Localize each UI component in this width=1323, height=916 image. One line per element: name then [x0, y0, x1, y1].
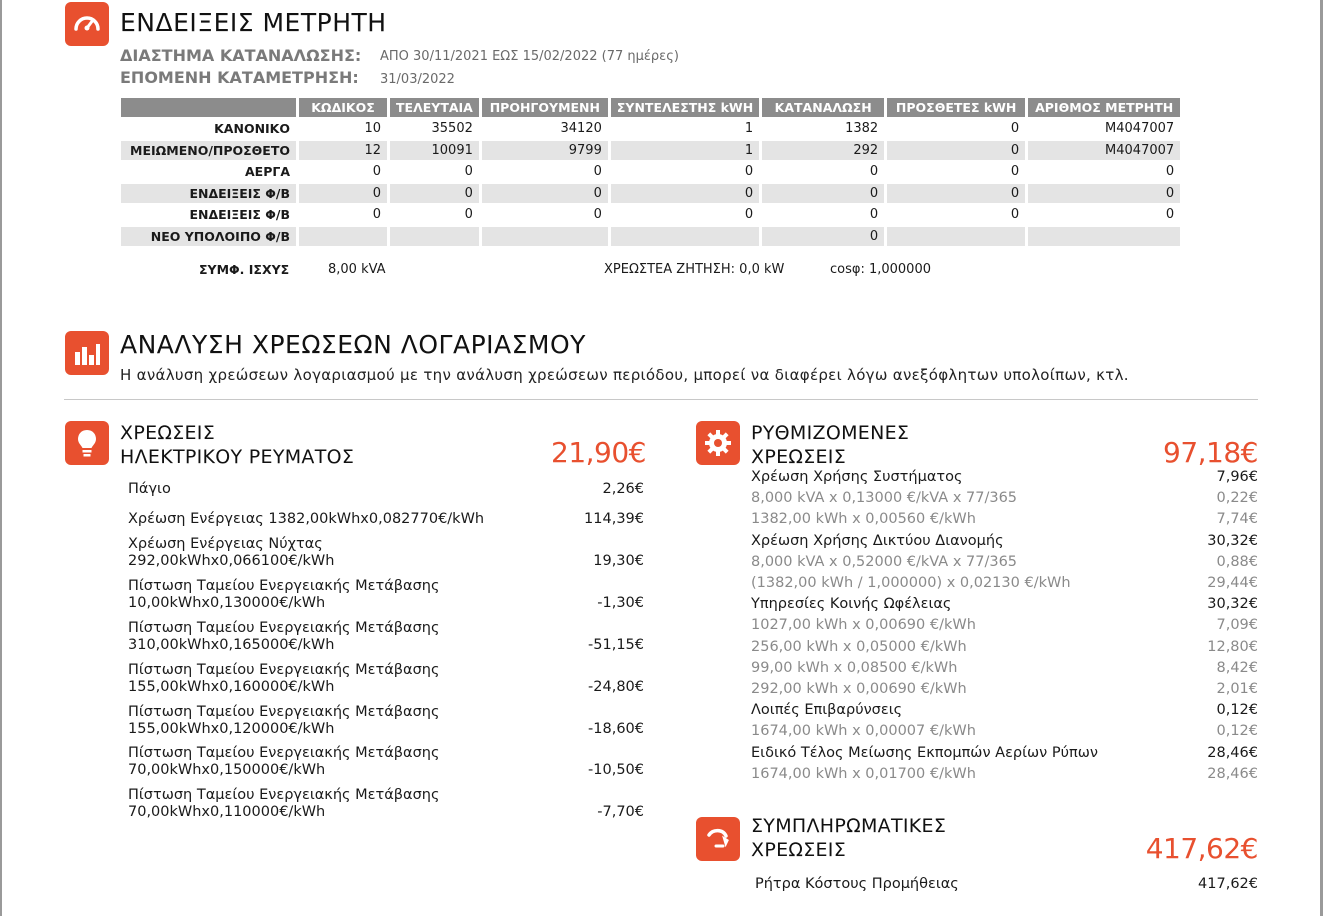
- regulated-item-amount: 0,12€: [1216, 702, 1258, 719]
- power-charge-item-amount: 2,26€: [602, 481, 644, 497]
- regulated-subitem-label: 8,000 kVA x 0,13000 €/kVA x 77/365: [751, 490, 1018, 507]
- meter-readings-table: [118, 96, 1183, 248]
- power-charge-item-line1: Πίστωση Ταμείου Ενεργειακής Μετάβασης: [128, 620, 440, 636]
- cell: 0: [762, 227, 884, 247]
- regulated-subitem-label: 8,000 kVA x 0,52000 €/kVA x 77/365: [751, 553, 1018, 570]
- table-row: [121, 119, 1180, 139]
- regulated-subitem-amount: 2,01€: [1216, 681, 1258, 697]
- period-label: ΔΙΑΣΤΗΜΑ ΚΑΤΑΝΑΛΩΣΗΣ:: [120, 46, 362, 65]
- power-charge-item-line1: Πίστωση Ταμείου Ενεργειακής Μετάβασης: [128, 578, 440, 594]
- regulated-subitem-label: 256,00 kWh x 0,05000 €/kWh: [751, 638, 967, 655]
- table-row: [121, 205, 1180, 225]
- power-charge-item-label: [128, 511, 484, 528]
- power-charge-item-line1: Πίστωση Ταμείου Ενεργειακής Μετάβασης: [128, 787, 440, 803]
- power-charge-item-line1: Πάγιο: [128, 481, 171, 497]
- power-charge-item-amount: -24,80€: [588, 679, 644, 695]
- power-charge-item-amount: -1,30€: [597, 595, 644, 611]
- regulated-subitem-amount: 0,22€: [1216, 490, 1258, 507]
- regulated-item-label: Υπηρεσίες Κοινής Ωφέλειας: [751, 596, 952, 613]
- row-label: ΕΝΔΕΙΞΕΙΣ Φ/Β: [189, 207, 290, 223]
- supplementary-title-line1: ΣΥΜΠΛΗΡΩΜΑΤΙΚΕΣ: [751, 815, 947, 837]
- regulated-subitem-amount: 0,88€: [1216, 553, 1258, 570]
- regulated-subitem-amount: 8,42€: [1216, 659, 1258, 676]
- regulated-subitem-amount: 29,44€: [1207, 575, 1258, 591]
- table-header-row: [121, 98, 1180, 117]
- power-charge-item-line2: 70,00kWhx0,110000€/kWh: [128, 804, 326, 820]
- cell: 0: [1165, 164, 1175, 180]
- regulated-total: 97,18€: [1163, 436, 1258, 469]
- cell: 0: [299, 184, 387, 204]
- gear-icon: [696, 421, 740, 465]
- cell: 0: [869, 164, 879, 180]
- page-border-left: [0, 0, 2, 916]
- power-charges-title-line2: ΗΛΕΚΤΡΙΚΟΥ ΡΕΥΜΑΤΟΣ: [120, 446, 355, 468]
- header-cell: ΠΡΟΣΘΕΤΕΣ kWH: [887, 98, 1025, 117]
- regulated-subitem-amount: 28,46€: [1207, 765, 1258, 782]
- power-charge-item-line2: 155,00kWhx0,160000€/kWh: [128, 679, 335, 695]
- regulated-subitem-label: 1382,00 kWh x 0,00560 €/kWh: [751, 511, 976, 528]
- header-cell: [121, 98, 296, 117]
- regulated-subitem-amount: 7,09€: [1216, 617, 1258, 634]
- power-charge-item-line1: Πίστωση Ταμείου Ενεργειακής Μετάβασης: [128, 704, 440, 720]
- supplementary-total: 417,62€: [1145, 832, 1258, 865]
- next-reading-value: 31/03/2022: [380, 72, 455, 87]
- power-charge-item-line2: 70,00kWhx0,150000€/kWh: [128, 762, 326, 778]
- row-label: ΚΑΝΟΝΙΚΟ: [214, 121, 290, 137]
- table-row: [121, 184, 1180, 204]
- cell: M4047007: [1028, 141, 1180, 161]
- analysis-title: ΑΝΑΛΥΣΗ ΧΡΕΩΣΕΩΝ ΛΟΓΑΡΙΑΣΜΟΥ: [120, 330, 586, 359]
- regulated-item-amount: 7,96€: [1216, 469, 1258, 485]
- power-charge-item-label: [128, 787, 440, 821]
- regulated-subitem-label: 1027,00 kWh x 0,00690 €/kWh: [751, 617, 976, 634]
- power-charge-item-line1: Χρέωση Ενέργειας 1382,00kWhx0,082770€/kWh: [128, 511, 485, 527]
- power-charge-item-label: [128, 745, 440, 779]
- cell: 0: [1028, 184, 1180, 204]
- power-charge-item-line1: Πίστωση Ταμείου Ενεργειακής Μετάβασης: [128, 662, 440, 678]
- power-charge-item-label: [128, 662, 440, 696]
- regulated-item-label: Χρέωση Χρήσης Δικτύου Διανομής: [751, 532, 1004, 549]
- lightbulb-icon: [65, 421, 109, 465]
- row-label: ΑΕΡΓΑ: [244, 164, 290, 180]
- section-divider: [64, 399, 1258, 400]
- cell: 0: [744, 164, 754, 180]
- next-reading-label: ΕΠΟΜΕΝΗ ΚΑΤΑΜΕΤΡΗΣΗ:: [120, 68, 359, 87]
- cell: M4047007: [1105, 121, 1175, 137]
- cell: 9799: [482, 141, 608, 161]
- regulated-item-label: Λοιπές Επιβαρύνσεις: [751, 702, 903, 719]
- cell: 10091: [390, 141, 479, 161]
- cell: 34120: [560, 121, 602, 137]
- cell: [390, 227, 479, 247]
- power-charge-item-amount: -10,50€: [588, 762, 644, 778]
- cell: 0: [464, 207, 473, 223]
- cell: 10: [364, 121, 381, 137]
- header-cell: ΑΡΙΘΜΟΣ ΜΕΤΡΗΤΗ: [1028, 98, 1180, 117]
- table-row: [121, 162, 1180, 182]
- bar-chart-icon: [65, 331, 109, 375]
- row-label: ΕΝΔΕΙΞΕΙΣ Φ/Β: [121, 184, 296, 204]
- regulated-subitem-label: 292,00 kWh x 0,00690 €/kWh: [751, 681, 967, 697]
- power-charge-item-amount: 19,30€: [593, 553, 644, 569]
- supplementary-item-label: Ρήτρα Κόστους Προμήθειας: [755, 876, 959, 892]
- cell: [887, 227, 1025, 247]
- arrow-curve-icon: [696, 817, 740, 861]
- cell: 35502: [431, 121, 473, 137]
- cell: 0: [1010, 121, 1020, 137]
- header-cell: ΣΥΝΤΕΛΕΣΤΗΣ kWH: [611, 98, 759, 117]
- cell: 0: [593, 164, 602, 180]
- power-charge-item-label: [128, 536, 334, 570]
- regulated-subitem-label: 99,00 kWh x 0,08500 €/kWh: [751, 659, 958, 676]
- period-value: ΑΠΟ 30/11/2021 ΕΩΣ 15/02/2022 (77 ημέρες): [380, 49, 679, 64]
- power-charge-item-amount: -18,60€: [588, 721, 644, 737]
- power-charge-item-line1: Πίστωση Ταμείου Ενεργειακής Μετάβασης: [128, 745, 440, 761]
- cosphi-value: cosφ: 1,000000: [830, 262, 931, 277]
- regulated-title: [751, 421, 909, 469]
- power-charges-title: [120, 421, 354, 469]
- power-charge-item-label: [128, 578, 440, 612]
- regulated-subitem-label: (1382,00 kWh / 1,000000) x 0,02130 €/kWh: [751, 575, 1071, 591]
- header-cell: ΤΕΛΕΥΤΑΙΑ: [390, 98, 479, 117]
- cell: 0: [1010, 207, 1020, 223]
- cell: 0: [464, 164, 473, 180]
- regulated-subitem-amount: 7,74€: [1216, 511, 1258, 528]
- regulated-subitem-label: 1674,00 kWh x 0,01700 €/kWh: [751, 765, 976, 782]
- gauge-icon: [65, 2, 109, 46]
- cell: [1028, 227, 1180, 247]
- cell: 0: [390, 184, 479, 204]
- regulated-subitem-label: 1674,00 kWh x 0,00007 €/kWh: [751, 723, 976, 740]
- cell: 0: [762, 184, 884, 204]
- regulated-item-label: Ειδικό Τέλος Μείωσης Εκπομπών Αερίων Ρύπων: [751, 744, 1098, 761]
- regulated-subitem-amount: 0,12€: [1216, 723, 1258, 740]
- cell: 0: [887, 184, 1025, 204]
- power-charge-item-amount: -7,70€: [597, 804, 644, 820]
- cell: [611, 227, 759, 247]
- cell: 0: [593, 207, 602, 223]
- regulated-subitem-amount: 12,80€: [1207, 638, 1258, 655]
- table-row: [121, 141, 1180, 161]
- regulated-title-line1: ΡΥΘΜΙΖΟΜΕΝΕΣ: [751, 422, 910, 444]
- cell: 292: [762, 141, 884, 161]
- regulated-item-amount: 30,32€: [1207, 532, 1258, 549]
- cell: 0: [372, 164, 381, 180]
- cell: 1: [744, 121, 754, 137]
- cell: 1382: [845, 121, 879, 137]
- header-cell: ΠΡΟΗΓΟΥΜΕΝΗ: [482, 98, 608, 117]
- power-charge-item-label: [128, 620, 440, 654]
- supplementary-item-amount: 417,62€: [1198, 876, 1258, 892]
- cell: 0: [744, 207, 754, 223]
- row-label: ΝΕΟ ΥΠΟΛΟΙΠΟ Φ/Β: [121, 227, 296, 247]
- cell: 0: [1165, 207, 1175, 223]
- power-charge-item-label: [128, 704, 440, 738]
- contract-power-label: ΣΥΜΦ. ΙΣΧΥΣ: [199, 262, 290, 277]
- regulated-item-label: Χρέωση Χρήσης Συστήματος: [751, 469, 963, 485]
- contract-power-value: 8,00 kVA: [328, 262, 386, 277]
- cell: 0: [887, 141, 1025, 161]
- cell: 0: [869, 207, 879, 223]
- power-charges-title-line1: ΧΡΕΩΣΕΙΣ: [120, 422, 216, 444]
- table-row: [121, 227, 1180, 247]
- power-charge-item-line1: Χρέωση Ενέργειας Νύχτας: [128, 536, 323, 552]
- power-charge-item-label: [128, 481, 171, 498]
- power-charge-item-line2: 292,00kWhx0,066100€/kWh: [128, 553, 335, 569]
- cell: 1: [611, 141, 759, 161]
- cell: [482, 227, 608, 247]
- cell: [299, 227, 387, 247]
- cell: 12: [299, 141, 387, 161]
- regulated-item-amount: 30,32€: [1207, 596, 1258, 613]
- cell: 0: [482, 184, 608, 204]
- power-charges-total: 21,90€: [551, 436, 646, 469]
- power-charge-item-line2: 310,00kWhx0,165000€/kWh: [128, 637, 335, 653]
- cell: 0: [1010, 164, 1020, 180]
- header-cell: ΚΩΔΙΚΟΣ: [299, 98, 387, 117]
- cell: 0: [372, 207, 381, 223]
- chargeable-demand: ΧΡΕΩΣΤΕΑ ΖΗΤΗΣΗ: 0,0 kW: [604, 262, 785, 277]
- power-charge-item-amount: -51,15€: [588, 637, 644, 653]
- power-charge-item-line2: 155,00kWhx0,120000€/kWh: [128, 721, 335, 737]
- row-label: ΜΕΙΩΜΕΝΟ/ΠΡΟΣΘΕΤΟ: [121, 141, 296, 161]
- regulated-title-line2: ΧΡΕΩΣΕΙΣ: [751, 446, 847, 468]
- power-charge-item-line2: 10,00kWhx0,130000€/kWh: [128, 595, 326, 611]
- meter-title: ΕΝΔΕΙΞΕΙΣ ΜΕΤΡΗΤΗ: [120, 8, 387, 37]
- regulated-item-amount: 28,46€: [1207, 744, 1258, 761]
- power-charge-item-amount: 114,39€: [584, 511, 644, 527]
- header-cell: ΚΑΤΑΝΑΛΩΣΗ: [762, 98, 884, 117]
- cell: 0: [611, 184, 759, 204]
- analysis-subtitle: Η ανάλυση χρεώσεων λογαριασμού με την ανάλυση χρεώσεων περιόδου, μπορεί να διαφέρει λόγω ανεξόφλητων υπολοίπων, κτλ.: [120, 366, 1129, 384]
- supplementary-title-line2: ΧΡΕΩΣΕΙΣ: [751, 839, 847, 861]
- supplementary-title: [751, 814, 946, 862]
